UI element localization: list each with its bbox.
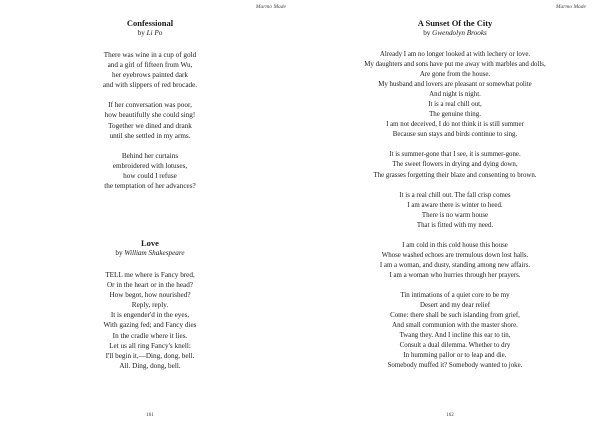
poem-line: There is no warm house bbox=[421, 211, 489, 219]
poem-line: It is summer-gone that I see, it is summer-gone. bbox=[389, 151, 521, 159]
poem-line: Behind her curtains bbox=[121, 151, 179, 160]
stanza bbox=[320, 291, 590, 371]
poem-line: With gazing fed; and Fancy dies bbox=[103, 321, 197, 330]
poem-line: The sweet flowers in drying and dying down, bbox=[392, 161, 518, 169]
poem-line: It is a real chill out. The fall crisp comes bbox=[399, 191, 511, 199]
poem-line: I am aware there is winter to heed. bbox=[407, 201, 503, 209]
running-head-right: Marmo Made bbox=[555, 4, 586, 10]
poem-line: I am a woman, and dusty, standing among new affairs. bbox=[379, 261, 531, 269]
poem-line: Together we dined and drank bbox=[108, 121, 192, 130]
poem-line: All. Ding, dong, bell. bbox=[119, 361, 181, 370]
poem-line: Twang they. And I incline this ear to tin, bbox=[399, 332, 511, 340]
byline-prefix: by bbox=[137, 29, 147, 37]
poem-line: If her conversation was poor, bbox=[108, 101, 192, 110]
poem-line: and a girl of fifteen from Wu, bbox=[107, 61, 193, 70]
poem-line: How begot, how nourished? bbox=[109, 291, 191, 300]
poem-line: I'll begin it,—Ding, dong, bell. bbox=[105, 351, 195, 360]
poem-byline bbox=[30, 28, 270, 38]
poem-line: Come: there shall be such islanding from grief, bbox=[390, 312, 520, 320]
poem-line: until she settled in my arms. bbox=[109, 131, 191, 140]
poem-line: the temptation of her advances? bbox=[104, 182, 196, 191]
poem-line: and with slippers of red brocade. bbox=[102, 81, 198, 90]
poem-line: how beautifully she could sing! bbox=[104, 111, 196, 120]
poem-line: The genuine thing. bbox=[429, 111, 481, 119]
poem-line: her eyebrows painted dark bbox=[111, 71, 189, 80]
poem-line: I am not deceived, I do not think it is still summer bbox=[386, 121, 524, 129]
poem-byline bbox=[30, 248, 270, 258]
stanza bbox=[30, 270, 270, 371]
poem-a-sunset-of-the-city bbox=[320, 18, 590, 371]
stanza bbox=[30, 50, 270, 90]
poem-author: Gwendolyn Brooks bbox=[432, 29, 487, 37]
poem-line: Consult a dual dilemma. Whether to dry bbox=[399, 342, 511, 350]
poem-line: Already I am no longer looked at with lechery or love. bbox=[379, 51, 531, 58]
poem-line: My daughters and sons have put me away with marbles and dolls, bbox=[364, 61, 546, 69]
poem-line: It is engender'd in the eyes, bbox=[110, 311, 190, 320]
poem-line: Let us all ring Fancy's knell: bbox=[109, 341, 191, 350]
stanza bbox=[320, 191, 590, 231]
poem-byline bbox=[320, 28, 590, 38]
poem-line: And small communion with the master shore. bbox=[392, 322, 518, 330]
stanza bbox=[320, 150, 590, 180]
poem-line: I am cold in this cold house this house bbox=[402, 241, 508, 249]
poem-line: I am a woman who hurries through her prayers. bbox=[389, 271, 521, 279]
poem-line: Reply, reply. bbox=[131, 301, 169, 310]
poem-line: Tin intimations of a quiet core to be my bbox=[400, 291, 510, 299]
byline-prefix: by bbox=[115, 249, 125, 257]
poem-line: embroidered with lotuses, bbox=[112, 161, 188, 170]
poem-line: Are gone from the house. bbox=[419, 71, 491, 79]
poem-title: Love bbox=[141, 238, 159, 248]
byline-prefix: by bbox=[423, 29, 433, 37]
poem-author: William Shakespeare bbox=[124, 249, 185, 257]
page-number-right: 162 bbox=[446, 413, 454, 418]
poem-line: The grasses forgetting their blaze and consenting to brown. bbox=[373, 171, 537, 179]
poem-line: There was wine in a cup of gold bbox=[103, 51, 197, 59]
running-head-left: Marmo Made bbox=[255, 4, 286, 10]
stanza bbox=[30, 151, 270, 191]
stanza bbox=[320, 50, 590, 140]
poem-line: Somebody muffed it? Somebody wanted to joke. bbox=[387, 362, 523, 370]
poem-line: how could I refuse bbox=[123, 171, 177, 180]
poem-line: Or in the heart or in the head? bbox=[106, 281, 193, 290]
poem-author: Li Po bbox=[146, 29, 163, 37]
poem-line: Whose washed echoes are tremulous down lost halls. bbox=[381, 251, 529, 259]
right-page bbox=[300, 0, 600, 424]
poem-love bbox=[30, 238, 270, 371]
poem-line: Desert and my dear relief bbox=[419, 301, 491, 309]
stanza bbox=[30, 100, 270, 140]
poem-line: In humming pallor or to leap and die. bbox=[403, 352, 507, 360]
poem-line: TELL me where is Fancy bred, bbox=[105, 271, 195, 279]
poem-line: In the cradle where it lies. bbox=[112, 331, 188, 340]
poem-confessional bbox=[30, 18, 270, 191]
page-number-left: 161 bbox=[146, 413, 154, 418]
poem-line: Because sun stays and birds continue to sing. bbox=[392, 131, 518, 139]
poem-title: A Sunset Of the City bbox=[417, 18, 493, 28]
poem-line: It is a real chill out, bbox=[428, 101, 482, 109]
poem-line: My husband and lovers are pleasant or somewhat polite bbox=[378, 81, 532, 89]
poem-line: And night is night. bbox=[429, 91, 481, 99]
poem-title: Confessional bbox=[126, 18, 174, 28]
poem-line: That is fitted with my need. bbox=[416, 221, 494, 229]
stanza bbox=[320, 241, 590, 281]
